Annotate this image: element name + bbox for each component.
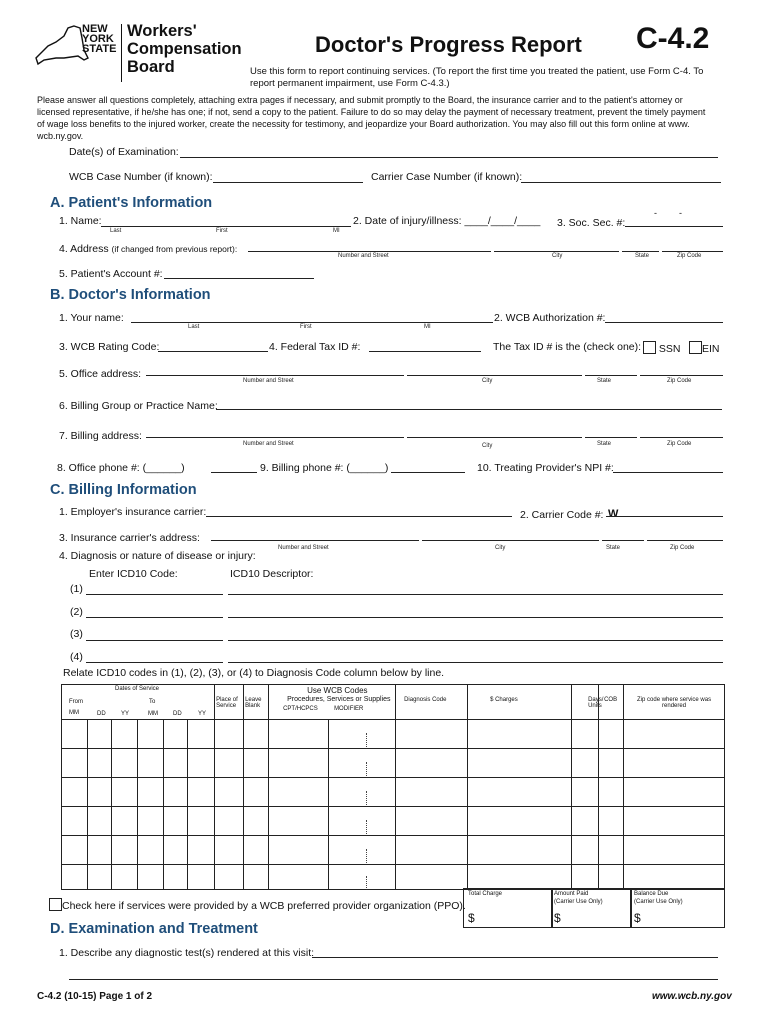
caption-city: City — [552, 253, 563, 259]
billing-group-label: 6. Billing Group or Practice Name: — [59, 400, 218, 412]
intro-paragraph — [37, 94, 705, 142]
npi-label: 10. Treating Provider's NPI #: — [477, 462, 614, 474]
account-field[interactable] — [164, 278, 314, 279]
caption-state: State — [597, 378, 612, 384]
diagnostic-tests-field-2[interactable] — [69, 979, 718, 980]
modifier-divider — [366, 762, 367, 776]
patient-name-label: 1. Name: — [59, 215, 102, 227]
icd-descriptor-header: ICD10 Descriptor: — [230, 568, 314, 580]
wcb-case-field[interactable] — [213, 182, 363, 183]
patient-zip-field[interactable] — [662, 251, 723, 252]
nys-logo-line1: NEW — [82, 23, 108, 35]
place-of-service-header: Place of Service — [215, 685, 244, 720]
ssn-label: 3. Soc. Sec. #: — [557, 217, 626, 229]
ssn-checkbox[interactable] — [643, 341, 656, 354]
patient-street-field[interactable] — [248, 251, 491, 252]
billing-phone-label: 9. Billing phone #: (______) — [260, 462, 389, 474]
billing-phone-field[interactable] — [391, 472, 465, 473]
ins-city-field[interactable] — [422, 540, 599, 541]
billing-group-field[interactable] — [216, 409, 722, 410]
rating-code-field[interactable] — [158, 351, 268, 352]
wcb-logo-line3: Board — [127, 58, 175, 76]
icd-code-field[interactable] — [86, 617, 223, 618]
section-c-title: C. Billing Information — [50, 482, 197, 498]
caption-zip: Zip Code — [677, 253, 702, 259]
ppo-label: Check here if services were provided by a WCB preferred provider organization (PPO). — [62, 900, 466, 912]
section-a-title: A. Patient's Information — [50, 195, 213, 211]
icd-code-header: Enter ICD10 Code: — [89, 568, 178, 580]
to-mm-label: MM — [148, 711, 158, 717]
patient-name-field[interactable] — [101, 226, 351, 227]
ein-checkbox[interactable] — [689, 341, 702, 354]
table-row[interactable] — [62, 778, 725, 807]
table-row[interactable] — [62, 720, 725, 749]
office-city-field[interactable] — [407, 375, 582, 376]
caption-city: City — [482, 378, 493, 384]
icd-code-field[interactable] — [86, 594, 223, 595]
wcb-auth-label: 2. WCB Authorization #: — [494, 312, 606, 324]
amount-paid-note: (Carrier Use Only) — [554, 899, 603, 905]
nys-logo-line3: STATE — [82, 43, 117, 55]
tax-type-label: The Tax ID # is the (check one): — [493, 341, 642, 353]
icd-row-label: (4) — [70, 651, 83, 663]
dates-exam-field[interactable] — [180, 157, 718, 158]
date-injury-label: 2. Date of injury/illness: ____/____/____ — [353, 215, 541, 227]
modifier-divider — [366, 876, 367, 888]
diagnostic-tests-field[interactable] — [312, 957, 718, 958]
diagnostic-tests-label: 1. Describe any diagnostic test(s) rendered at this visit: — [59, 947, 315, 959]
ppo-checkbox[interactable] — [49, 898, 62, 911]
wcb-auth-field[interactable] — [605, 322, 723, 323]
to-yy-label: YY — [198, 711, 207, 717]
office-street-field[interactable] — [146, 375, 404, 376]
billing-city-field[interactable] — [407, 437, 582, 438]
carrier-code-field[interactable] — [606, 516, 723, 517]
charges-header: $ Charges — [468, 685, 572, 720]
ssn-option-label: SSN — [658, 343, 681, 355]
icd-descriptor-field[interactable] — [228, 594, 723, 595]
doctor-name-label: 1. Your name: — [59, 312, 124, 324]
nys-logo-line2: YORK — [82, 33, 114, 45]
services-table — [61, 684, 725, 890]
wcb-case-label: WCB Case Number (if known): — [69, 171, 213, 183]
patient-city-field[interactable] — [494, 251, 619, 252]
address-note: (if changed from previous report): — [111, 244, 238, 254]
caption-last: Last — [188, 324, 200, 330]
cpt-label: CPT/HCPCS — [283, 706, 318, 712]
icd-row-label: (2) — [70, 606, 83, 618]
caption-number-street: Number and Street — [243, 441, 294, 447]
rating-code-label: 3. WCB Rating Code: — [59, 341, 160, 353]
billing-street-field[interactable] — [146, 437, 404, 438]
caption-number-street: Number and Street — [278, 545, 329, 551]
table-row[interactable] — [62, 749, 725, 778]
form-note-line1: Use this form to report continuing services. (To report the first time you treated the patient, use Form C-4. To — [250, 66, 704, 77]
section-d-title: D. Examination and Treatment — [50, 921, 258, 937]
patient-address-label — [59, 243, 237, 255]
amount-paid-box[interactable] — [551, 888, 632, 928]
icd-row-label: (1) — [70, 583, 83, 595]
to-dd-label: DD — [173, 711, 182, 717]
wcb-logo-line2: Compensation — [127, 40, 242, 58]
from-dd-label: DD — [97, 711, 106, 717]
office-phone-label: 8. Office phone #: (______) — [57, 462, 185, 474]
carrier-field[interactable] — [206, 516, 512, 517]
dates-of-service-label: Dates of Service — [115, 686, 160, 692]
carrier-code-label: 2. Carrier Code #: — [520, 509, 604, 521]
icd-code-field[interactable] — [86, 640, 223, 641]
billing-zip-field[interactable] — [640, 437, 723, 438]
relate-instruction: Relate ICD10 codes in (1), (2), (3), or (4) to Diagnosis Code column below by line. — [63, 667, 445, 679]
table-row[interactable] — [62, 836, 725, 865]
paid-dollar: $ — [554, 911, 561, 925]
diagnosis-code-header: Diagnosis Code — [396, 685, 468, 720]
caption-zip: Zip Code — [667, 441, 692, 447]
caption-first: First — [300, 324, 312, 330]
caption-first: First — [216, 228, 228, 234]
leave-blank-header: Leave Blank — [244, 685, 269, 720]
from-label: From — [69, 699, 83, 705]
caption-zip: Zip Code — [670, 545, 695, 551]
total-charge-box[interactable] — [463, 888, 553, 928]
billing-address-label: 7. Billing address: — [59, 430, 142, 442]
total-charge-label: Total Charge — [468, 891, 503, 897]
wcb-logo — [127, 22, 242, 76]
total-dollar: $ — [468, 911, 475, 925]
carrier-case-field[interactable] — [521, 182, 721, 183]
services-table-header — [62, 685, 725, 720]
icd-code-field[interactable] — [86, 662, 223, 663]
section-b-title: B. Doctor's Information — [50, 287, 211, 303]
footer-form-page: C-4.2 (10-15) Page 1 of 2 — [37, 991, 153, 1002]
from-mm-label: MM — [69, 710, 79, 716]
from-yy-label: YY — [121, 711, 130, 717]
amount-paid-label: Amount Paid — [554, 891, 589, 897]
fed-tax-field[interactable] — [369, 351, 481, 352]
balance-due-box[interactable] — [630, 888, 725, 928]
tax-ein-option[interactable] — [689, 341, 720, 355]
caption-city: City — [495, 545, 506, 551]
icd-descriptor-field[interactable] — [228, 617, 723, 618]
doctor-name-field[interactable] — [131, 322, 493, 323]
modifier-divider — [366, 791, 367, 805]
ssn-dash: - — [679, 208, 682, 218]
ins-address-label: 3. Insurance carrier's address: — [59, 532, 200, 544]
zip-rendered-header: Zip code where service was rendered — [624, 685, 725, 720]
account-label: 5. Patient's Account #: — [59, 268, 163, 280]
tax-ssn-option[interactable] — [643, 341, 681, 355]
to-label: To — [149, 699, 156, 705]
caption-state: State — [597, 441, 612, 447]
form-title: Doctor's Progress Report — [315, 32, 582, 57]
intro-line: wcb.ny.gov. — [37, 131, 84, 141]
icd-descriptor-field[interactable] — [228, 662, 723, 663]
ppo-option[interactable] — [49, 898, 466, 912]
cob-header: COB — [599, 685, 624, 720]
caption-last: Last — [110, 228, 122, 234]
intro-line: of wage loss benefits to the injured worker, create the necessity for testimony, and jeopardize your Board authorization. You may also fill out this form online at www. — [37, 119, 690, 129]
footer-website: www.wcb.ny.gov — [652, 991, 732, 1002]
caption-number-street: Number and Street — [243, 378, 294, 384]
ins-street-field[interactable] — [211, 540, 419, 541]
caption-city: City — [482, 443, 493, 449]
caption-number-street: Number and Street — [338, 253, 389, 259]
billing-state-field[interactable] — [585, 437, 637, 438]
wcb-logo-line1: Workers' — [127, 22, 197, 40]
caption-zip: Zip Code — [667, 378, 692, 384]
carrier-code-prefix: W — [608, 508, 619, 520]
caption-state: State — [606, 545, 621, 551]
modifier-divider — [366, 849, 367, 863]
modifier-divider — [366, 733, 367, 747]
icd-descriptor-field[interactable] — [228, 640, 723, 641]
office-zip-field[interactable] — [640, 375, 723, 376]
caption-state: State — [635, 253, 650, 259]
table-row[interactable] — [62, 865, 725, 890]
intro-line: licensed representative, if he/she has one; if not, send a copy to the patient. Failure to do so may delay the payment of necessary treatment, prevent the timely payment — [37, 107, 706, 117]
office-phone-field[interactable] — [211, 472, 257, 473]
form-note-line2: report permanent impairment, use Form C-4.3.) — [250, 78, 450, 89]
balance-due-note: (Carrier Use Only) — [634, 899, 683, 905]
caption-mi: MI — [424, 324, 431, 330]
procedures-label: Procedures, Services or Supplies — [287, 696, 391, 703]
address-label-text: 4. Address — [59, 243, 109, 255]
ein-option-label: EIN — [702, 343, 720, 355]
ssn-dash: - — [654, 208, 657, 218]
caption-mi: MI — [333, 228, 340, 234]
icd-row-label: (3) — [70, 628, 83, 640]
procedures-header — [269, 685, 396, 720]
balance-dollar: $ — [634, 911, 641, 925]
ins-state-field[interactable] — [602, 540, 644, 541]
dates-of-service-header — [62, 685, 215, 720]
days-units-header: Days/ Units — [572, 685, 599, 720]
diagnosis-label: 4. Diagnosis or nature of disease or injury: — [59, 550, 256, 562]
npi-field[interactable] — [613, 472, 723, 473]
modifier-divider — [366, 820, 367, 834]
balance-due-label: Balance Due — [634, 891, 669, 897]
ssn-field[interactable] — [625, 226, 723, 227]
use-wcb-codes-label: Use WCB Codes — [307, 686, 368, 695]
carrier-case-label: Carrier Case Number (if known): — [371, 171, 523, 183]
carrier-label: 1. Employer's insurance carrier: — [59, 506, 207, 518]
modifier-label: MODIFIER — [334, 706, 364, 712]
dates-exam-label: Date(s) of Examination: — [69, 146, 179, 158]
patient-state-field[interactable] — [622, 251, 659, 252]
logo-divider — [121, 24, 122, 82]
intro-line: Please answer all questions completely, attaching extra pages if necessary, and submit promptly to the Board, the insurance carrier and to the patient's attorney or — [37, 95, 683, 105]
office-state-field[interactable] — [585, 375, 637, 376]
office-address-label: 5. Office address: — [59, 368, 142, 380]
ins-zip-field[interactable] — [647, 540, 723, 541]
table-row[interactable] — [62, 807, 725, 836]
fed-tax-label: 4. Federal Tax ID #: — [269, 341, 361, 353]
form-code: C-4.2 — [636, 22, 710, 55]
